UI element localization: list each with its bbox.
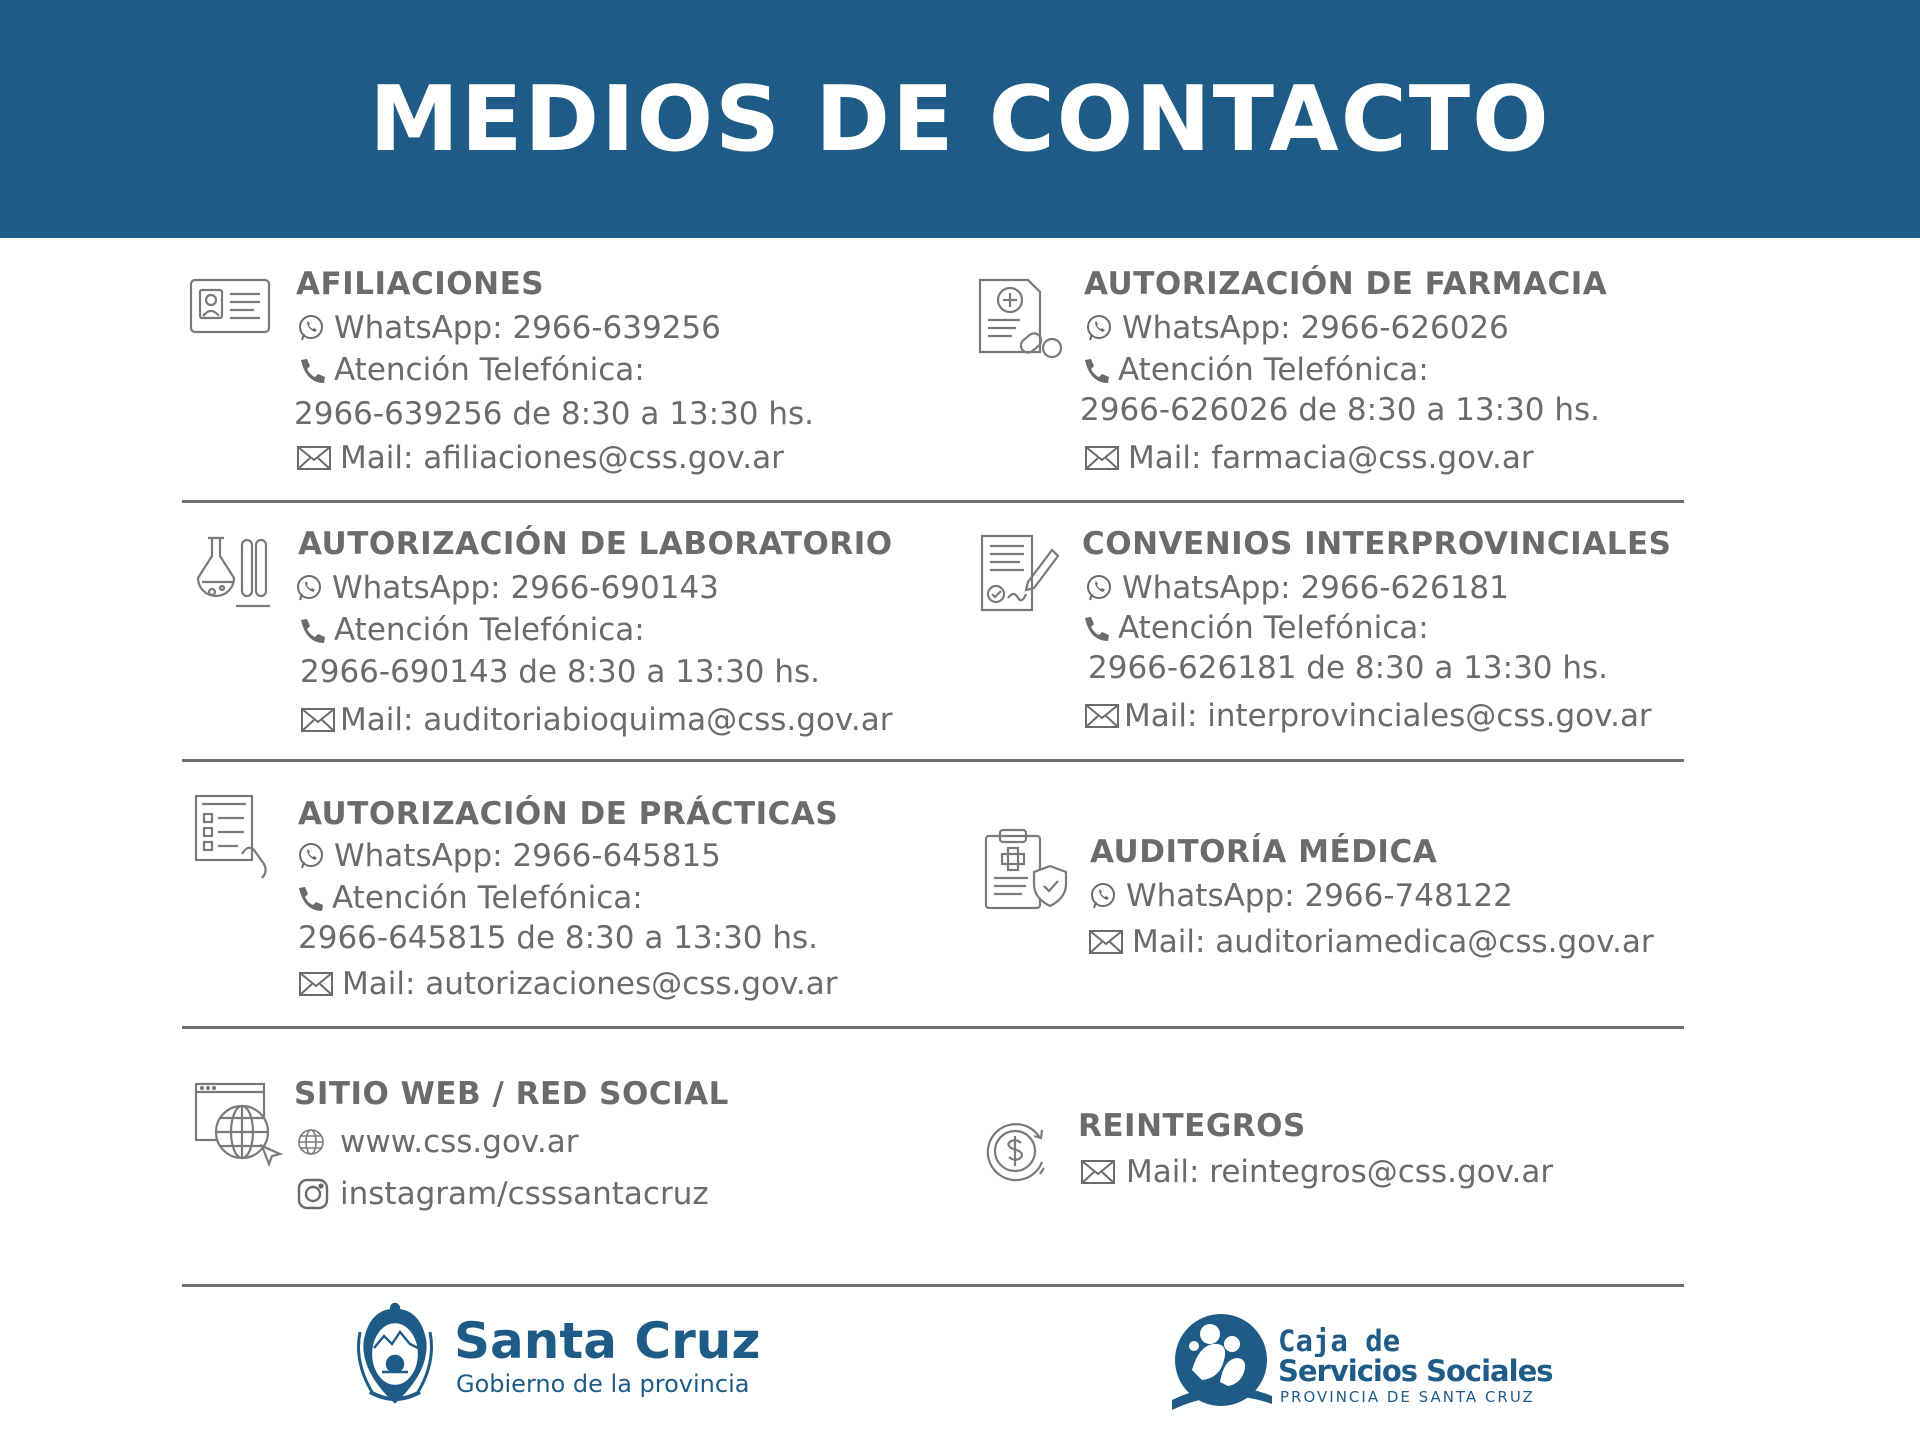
page-title: MEDIOS DE CONTACTO: [369, 66, 1551, 172]
mail-icon: [1084, 443, 1120, 473]
mail-text: Mail: interprovinciales@css.gov.ar: [1124, 698, 1652, 734]
phone-label-text: Atención Telefónica:: [334, 352, 645, 388]
globe-icon: [296, 1127, 326, 1157]
afiliaciones-phone-label: [296, 352, 645, 388]
interprovinciales-whatsapp[interactable]: [1084, 570, 1509, 606]
whatsapp-text: WhatsApp: 2966-748122: [1126, 878, 1513, 914]
whatsapp-icon: [1088, 881, 1118, 911]
afiliaciones-whatsapp[interactable]: [296, 310, 721, 346]
interprovinciales-phone-hours: 2966-626181 de 8:30 a 13:30 hs.: [1088, 650, 1609, 686]
mail-icon: [298, 969, 334, 999]
instagram-link[interactable]: [296, 1176, 709, 1212]
interprovinciales-title: CONVENIOS INTERPROVINCIALES: [1082, 526, 1672, 562]
css-wordmark-line3: PROVINCIA DE SANTA CRUZ: [1280, 1388, 1535, 1406]
phone-icon: [1080, 613, 1110, 643]
afiliaciones-mail[interactable]: [296, 440, 784, 476]
mail-icon: [1080, 1157, 1116, 1187]
laboratorio-phone-hours: 2966-690143 de 8:30 a 13:30 hs.: [300, 654, 821, 690]
instagram-icon: [296, 1177, 330, 1211]
mail-text: Mail: farmacia@css.gov.ar: [1128, 440, 1534, 476]
mail-text: Mail: auditoriabioquima@css.gov.ar: [340, 702, 893, 738]
whatsapp-text: WhatsApp: 2966-690143: [332, 570, 719, 606]
mail-icon: [296, 443, 332, 473]
whatsapp-icon: [296, 313, 326, 343]
phone-icon: [294, 883, 324, 913]
whatsapp-icon: [1084, 573, 1114, 603]
prescription-icon: [976, 276, 1066, 366]
phone-label-text: Atención Telefónica:: [1118, 610, 1429, 646]
phone-label-text: Atención Telefónica:: [332, 880, 643, 916]
refund-dollar-icon: [978, 1114, 1052, 1188]
auditoria-title: AUDITORÍA MÉDICA: [1090, 834, 1438, 870]
website-globe-icon: [192, 1080, 284, 1168]
whatsapp-text: WhatsApp: 2966-639256: [334, 310, 721, 346]
santa-cruz-subtitle: Gobierno de la provincia: [456, 1370, 750, 1398]
mail-icon: [300, 705, 336, 735]
phone-icon: [296, 615, 326, 645]
afiliaciones-title: AFILIACIONES: [296, 266, 545, 302]
mail-text: Mail: afiliaciones@css.gov.ar: [340, 440, 784, 476]
id-card-icon: [188, 274, 272, 358]
web-title: SITIO WEB / RED SOCIAL: [294, 1076, 729, 1112]
whatsapp-icon: [1084, 313, 1114, 343]
instagram-text: instagram/csssantacruz: [340, 1176, 709, 1212]
auditoria-mail[interactable]: [1088, 924, 1654, 960]
whatsapp-icon: [294, 573, 324, 603]
phone-icon: [296, 355, 326, 385]
mail-icon: [1084, 701, 1120, 731]
mail-text: Mail: reintegros@css.gov.ar: [1126, 1154, 1554, 1190]
css-wordmark-line2: Servicios Sociales: [1278, 1354, 1553, 1388]
practicas-mail[interactable]: [298, 966, 838, 1002]
phone-icon: [1080, 355, 1110, 385]
contract-signature-icon: [978, 532, 1062, 614]
practicas-phone-label: [294, 880, 643, 916]
phone-label-text: Atención Telefónica:: [1118, 352, 1429, 388]
santa-cruz-coat-of-arms-logo: [350, 1302, 440, 1410]
css-family-logo: [1166, 1308, 1276, 1412]
practicas-whatsapp[interactable]: [296, 838, 721, 874]
laboratory-flask-icon: [192, 532, 272, 612]
practicas-title: AUTORIZACIÓN DE PRÁCTICAS: [298, 796, 839, 832]
farmacia-phone-label: [1080, 352, 1429, 388]
laboratorio-mail[interactable]: [300, 702, 892, 738]
laboratorio-phone-label: [296, 612, 645, 648]
practicas-phone-hours: 2966-645815 de 8:30 a 13:30 hs.: [298, 920, 819, 956]
checklist-document-icon: [192, 792, 270, 880]
website-link[interactable]: [296, 1124, 578, 1160]
whatsapp-icon: [296, 841, 326, 871]
farmacia-title: AUTORIZACIÓN DE FARMACIA: [1084, 266, 1608, 302]
mail-icon: [1088, 927, 1124, 957]
interprovinciales-phone-label: [1080, 610, 1429, 646]
css-wordmark-line1: Caja de: [1278, 1324, 1401, 1358]
medical-clipboard-shield-icon: [982, 826, 1070, 912]
phone-label-text: Atención Telefónica:: [334, 612, 645, 648]
divider: [182, 759, 1684, 762]
website-text: www.css.gov.ar: [340, 1124, 579, 1160]
farmacia-phone-hours: 2966-626026 de 8:30 a 13:30 hs.: [1080, 392, 1601, 428]
reintegros-mail[interactable]: [1080, 1154, 1553, 1190]
divider: [182, 500, 1684, 503]
farmacia-whatsapp[interactable]: [1084, 310, 1509, 346]
whatsapp-text: WhatsApp: 2966-626181: [1122, 570, 1509, 606]
reintegros-title: REINTEGROS: [1078, 1108, 1306, 1144]
mail-text: Mail: autorizaciones@css.gov.ar: [342, 966, 838, 1002]
laboratorio-whatsapp[interactable]: [294, 570, 719, 606]
santa-cruz-wordmark: Santa Cruz: [454, 1312, 761, 1370]
auditoria-whatsapp[interactable]: [1088, 878, 1513, 914]
laboratorio-title: AUTORIZACIÓN DE LABORATORIO: [298, 526, 893, 562]
mail-text: Mail: auditoriamedica@css.gov.ar: [1132, 924, 1654, 960]
interprovinciales-mail[interactable]: [1084, 698, 1652, 734]
divider: [182, 1026, 1684, 1029]
farmacia-mail[interactable]: [1084, 440, 1534, 476]
whatsapp-text: WhatsApp: 2966-626026: [1122, 310, 1509, 346]
header-banner: [0, 0, 1920, 238]
whatsapp-text: WhatsApp: 2966-645815: [334, 838, 721, 874]
afiliaciones-phone-hours: 2966-639256 de 8:30 a 13:30 hs.: [294, 396, 815, 432]
divider: [182, 1284, 1684, 1287]
